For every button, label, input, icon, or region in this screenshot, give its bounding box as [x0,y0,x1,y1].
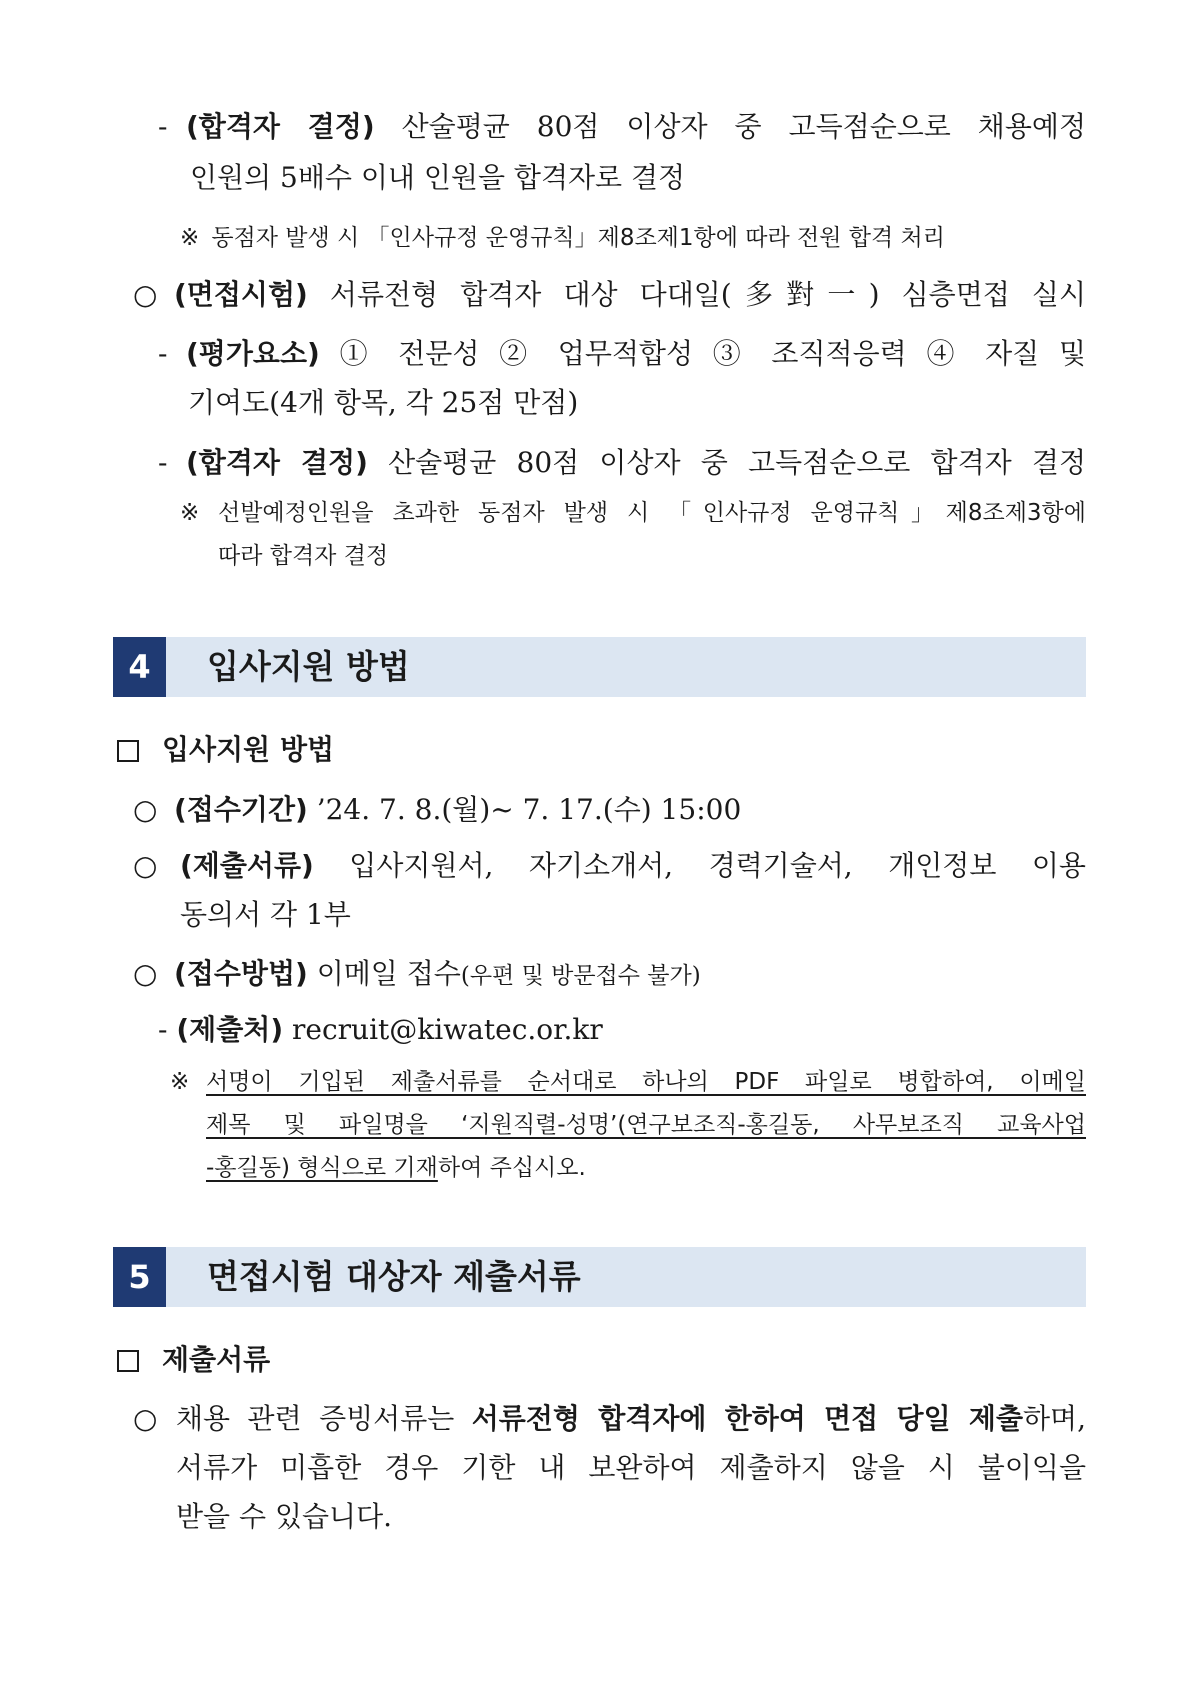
eval-cont: 기여도(4개 항목, 각 25점 만점) [188,386,579,419]
evidence-line-3: 받을 수 있습니다. [176,1500,393,1533]
eval-text: ① 전문성 ② 업무적합성 ③ 조직적응력 ④ 자질 및 [339,337,1086,370]
dash-marker-pass-2: - [158,446,168,479]
pass-decision-2-text: 산술평균 80점 이상자 중 고득점순으로 합격자 결정 [388,446,1086,479]
dash-marker-eval: - [158,337,168,370]
circle-marker-period: ○ [133,793,158,826]
pass-decision-1-line [186,108,1086,146]
pass-decision-1-label: (합격자 결정) [186,110,375,143]
circle-marker-method: ○ [133,957,158,990]
note-mark-submit: ※ [170,1069,190,1095]
circle-marker-docs: ○ [133,849,158,882]
section-5-header [113,1247,1086,1307]
note-mark: ※ [180,225,200,251]
section-4-subtitle: 입사지원 방법 [162,733,335,766]
period-line [174,791,741,829]
dest-email: recruit@kiwatec.or.kr [292,1013,603,1046]
docs-label: (제출서류) [180,849,314,882]
checkbox-square-icon [117,740,139,762]
note-submit-b: 제목 및 파일명을 ‘지원직렬-성명’(연구보조직-홍길동, 사무보조직 교육사업 [206,1112,1086,1138]
note-submit-a: 서명이 기입된 제출서류를 순서대로 하나의 PDF 파일로 병합하여, 이메일 [206,1069,1086,1095]
interview-text: 서류전형 합격자 대상 다대일(多對一) 심층면접 실시 [329,278,1086,311]
note-submit-c [206,1152,586,1184]
note-tie-1-text: 동점자 발생 시 「인사규정 운영규칙」제8조제1항에 따라 전원 합격 처리 [211,225,945,251]
docs-text: 입사지원서, 자기소개서, 경력기술서, 개인정보 이용 [349,849,1086,882]
pass-decision-1-cont: 인원의 5배수 이내 인원을 합격자로 결정 [190,161,686,194]
evidence-text-bold: 서류전형 합격자에 한하여 면접 당일 제출 [471,1402,1023,1435]
period-text: ’24. 7. 8.(월)~ 7. 17.(수) 15:00 [316,793,742,826]
pass-decision-2-line [186,444,1086,482]
dash-marker: - [158,110,168,143]
pass-decision-1-text: 산술평균 80점 이상자 중 고득점순으로 채용예정 [401,110,1086,143]
section-5-number: 5 [113,1247,166,1307]
note-submit-c-underlined: -홍길동) 형식으로 기재 [206,1155,438,1181]
pass-decision-2-label: (합격자 결정) [186,446,368,479]
section-5-subtitle: 제출서류 [162,1343,271,1376]
evidence-line-1 [176,1400,1086,1438]
dest-label: (제출처) [176,1013,284,1046]
section-4-title: 입사지원 방법 [207,647,410,686]
eval-line [186,335,1086,373]
interview-line [174,276,1086,314]
circle-marker-evidence: ○ [133,1402,158,1435]
method-text: 이메일 접수 [316,957,461,990]
circle-marker-interview: ○ [133,278,158,311]
note-tie-2-b: 따라 합격자 결정 [218,543,389,569]
note-tie-2-a: 선발예정인원을 초과한 동점자 발생 시 「인사규정 운영규칙」제8조제3항에 [218,500,1086,526]
interview-label: (면접시험) [174,278,308,311]
dash-item-pass-decision-1 [158,108,167,146]
evidence-text-a: 채용 관련 증빙서류는 [176,1402,472,1435]
checkbox-square-icon [117,1350,139,1372]
section-4-header [113,637,1086,697]
note-tie-1 [180,222,945,254]
method-small-text: (우편 및 방문접수 불가) [460,963,701,989]
note-mark-tie-2: ※ [180,500,200,526]
evidence-text-c: 하며, [1023,1402,1086,1435]
method-line [174,955,701,995]
section-4-number: 4 [113,637,166,697]
eval-label: (평가요소) [186,337,320,370]
period-label: (접수기간) [174,793,308,826]
evidence-line-2: 서류가 미흡한 경우 기한 내 보완하여 제출하지 않을 시 불이익을 [176,1451,1086,1484]
note-submit-c-rest: 하여 주십시오. [437,1155,586,1181]
docs-line [180,847,1086,885]
method-label: (접수방법) [174,957,308,990]
dash-marker: - [158,1013,168,1046]
docs-cont: 동의서 각 1부 [180,898,351,931]
section-5-title: 면접시험 대상자 제출서류 [207,1257,581,1296]
dash-item-dest [158,1011,603,1049]
